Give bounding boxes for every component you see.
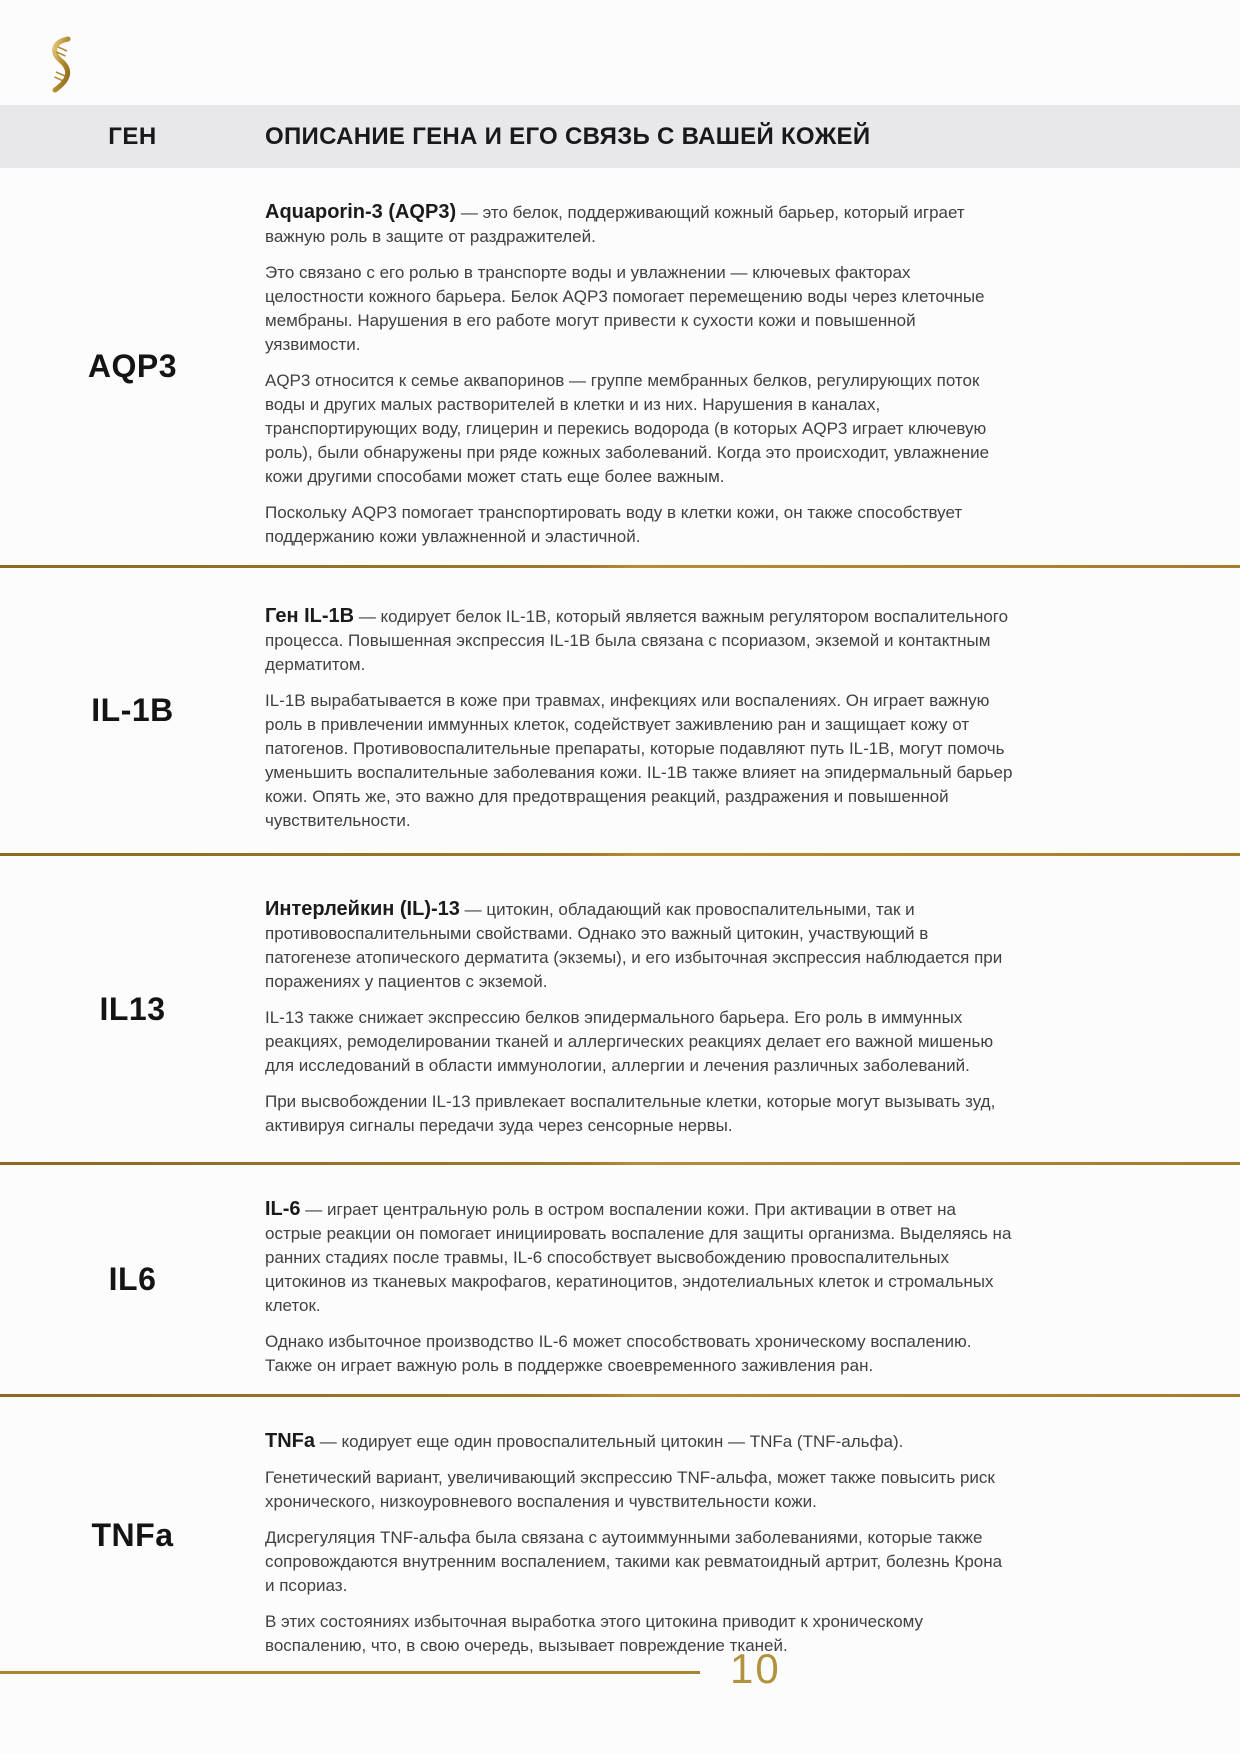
footer-gold-line [0,1671,700,1674]
table-row [0,568,1240,853]
paragraph-text: — кодирует еще один провоспалительный цитокин — TNFa (TNF-альфа). [315,1432,904,1451]
paragraph-text: Это связано с его ролью в транспорте воды и увлажнении — ключевых факторах целостности кожного барьера. Белок AQP3 помогает перемещению воды через клеточные мембраны. Нарушения в его работе могут привести к сухости кожи и повышенной уязвимости. [265,263,985,354]
table-row [0,1397,1240,1674]
table-row [0,856,1240,1162]
gene-table [0,168,1240,1674]
paragraph-text: — цитокин, обладающий как провоспалительными, так и противовоспалительными свойствами. Однако это важный цитокин, участвующий в патогенезе атопического дерматита (экземы), и его избыточная экспрессия наблюдается при поражениях у пациентов с экземой. [265,899,1003,991]
header-description-column-label: ОПИСАНИЕ ГЕНА И ЕГО СВЯЗЬ С ВАШЕЙ КОЖЕЙ [265,122,871,150]
table-header [0,105,1240,168]
paragraph-text: — играет центральную роль в остром воспалении кожи. При активации в ответ на острые реакции он помогает инициировать воспаление для защиты организма. Выделяясь на ранних стадиях после травмы, IL-6 способствует высвобождению провоспалительных цитокинов из тканевых макрофагов, кератиноцитов, эндотелиальных клеток и стромальных клеток. [265,1200,1012,1315]
gene-description [265,1397,1013,1674]
paragraph [265,501,1013,549]
paragraph [265,1330,1013,1378]
gene-description [265,1165,1013,1394]
paragraph-text: При высвобождении IL-13 привлекает воспалительные клетки, которые могут вызывать зуд, активируя сигналы передачи зуда через сенсорные нервы. [265,1091,996,1135]
gene-name: TNFa [91,1517,174,1553]
paragraph-text: IL-13 также снижает экспрессию белков эпидермального барьера. Его роль в иммунных реакциях, ремоделировании тканей и аллергических реакциях делает его важной мишенью для исследований в области иммунологии, аллергии и лечения различных заболеваний. [265,1007,994,1075]
gene-name: AQP3 [87,348,178,384]
paragraph-lead: TNFa [265,1430,315,1452]
paragraph [265,1429,1013,1454]
paragraph-text: AQP3 относится к семье аквапоринов — группе мембранных белков, регулирующих поток воды и других малых растворителей в клетки и из них. Нарушения в каналах, транспортирующих воду, глицерин и перекись водорода (в которых AQP3 играет ключевую роль), были обнаружены при ряде кожных заболеваний. Когда это происходит, увлажнение кожи другими способами может стать еще более важным. [265,371,990,486]
paragraph [265,369,1013,489]
paragraph-text: — это белок, поддерживающий кожный барьер, который играет важную роль в защите от раздражителей. [265,203,965,246]
paragraph [265,1466,1013,1514]
paragraph [265,1526,1013,1598]
paragraph [265,604,1013,677]
paragraph [265,1197,1013,1318]
dna-logo-icon [44,36,78,94]
table-row [0,168,1240,565]
paragraph [265,1006,1013,1078]
paragraph-lead: Ген IL-1B [265,605,355,627]
paragraph-text: Генетический вариант, увеличивающий экспрессию TNF-альфа, может также повысить риск хронического, низкоуровневого воспаления и чувствительности кожи. [265,1468,995,1511]
paragraph [265,897,1013,994]
paragraph-lead: Aquaporin-3 (AQP3) [265,201,457,223]
paragraph [265,200,1013,249]
gene-name: IL13 [99,990,166,1027]
paragraph-text: — кодирует белок IL-1B, который является важным регулятором воспалительного процесса. Повышенная экспрессия IL-1B была связана с псориазом, экземой и контактным дерматитом. [265,607,1009,674]
gene-name: IL6 [108,1261,157,1297]
paragraph-text: Однако избыточное производство IL-6 может способствовать хроническому воспалению. Также он играет важную роль в поддержке своевременного заживления ран. [265,1332,972,1375]
gene-name: IL-1B [91,692,174,728]
paragraph-lead: Интерлейкин (IL)-13 [265,897,460,920]
paragraph [265,261,1013,357]
table-row [0,1165,1240,1394]
paragraph-text: Поскольку AQP3 помогает транспортировать воду в клетки кожи, он также способствует поддержанию кожи увлажненной и эластичной. [265,503,963,546]
paragraph-text: Дисрегуляция TNF-альфа была связана с аутоиммунными заболеваниями, которые также сопровождаются внутренним воспалением, такими как ревматоидный артрит, болезнь Крона и псориаз. [265,1528,1003,1595]
paragraph [265,689,1013,833]
paragraph-text: В этих состояниях избыточная выработка этого цитокина приводит к хроническому воспалению, что, в свою очередь, вызывает повреждение тканей. [265,1612,924,1655]
header-gene-column-label: ГЕН [108,122,157,150]
paragraph [265,1090,1013,1138]
paragraph [265,1610,1013,1658]
gene-description [265,572,1013,849]
gene-description [265,865,1013,1154]
paragraph-lead: IL-6 [265,1198,301,1220]
paragraph-text: IL-1B вырабатывается в коже при травмах, инфекциях или воспалениях. Он играет важную роль в привлечении иммунных клеток, содействует заживлению ран и защищает кожу от патогенов. Противовоспалительные препараты, которые подавляют путь IL-1B, могут помочь уменьшить воспалительные заболевания кожи. IL-1B также влияет на эпидермальный барьер кожи. Опять же, это важно для предотвращения реакций, раздражения и повышенной чувствительности. [265,691,1013,830]
page-number: 10 [730,1645,781,1692]
gene-description [265,168,1013,565]
